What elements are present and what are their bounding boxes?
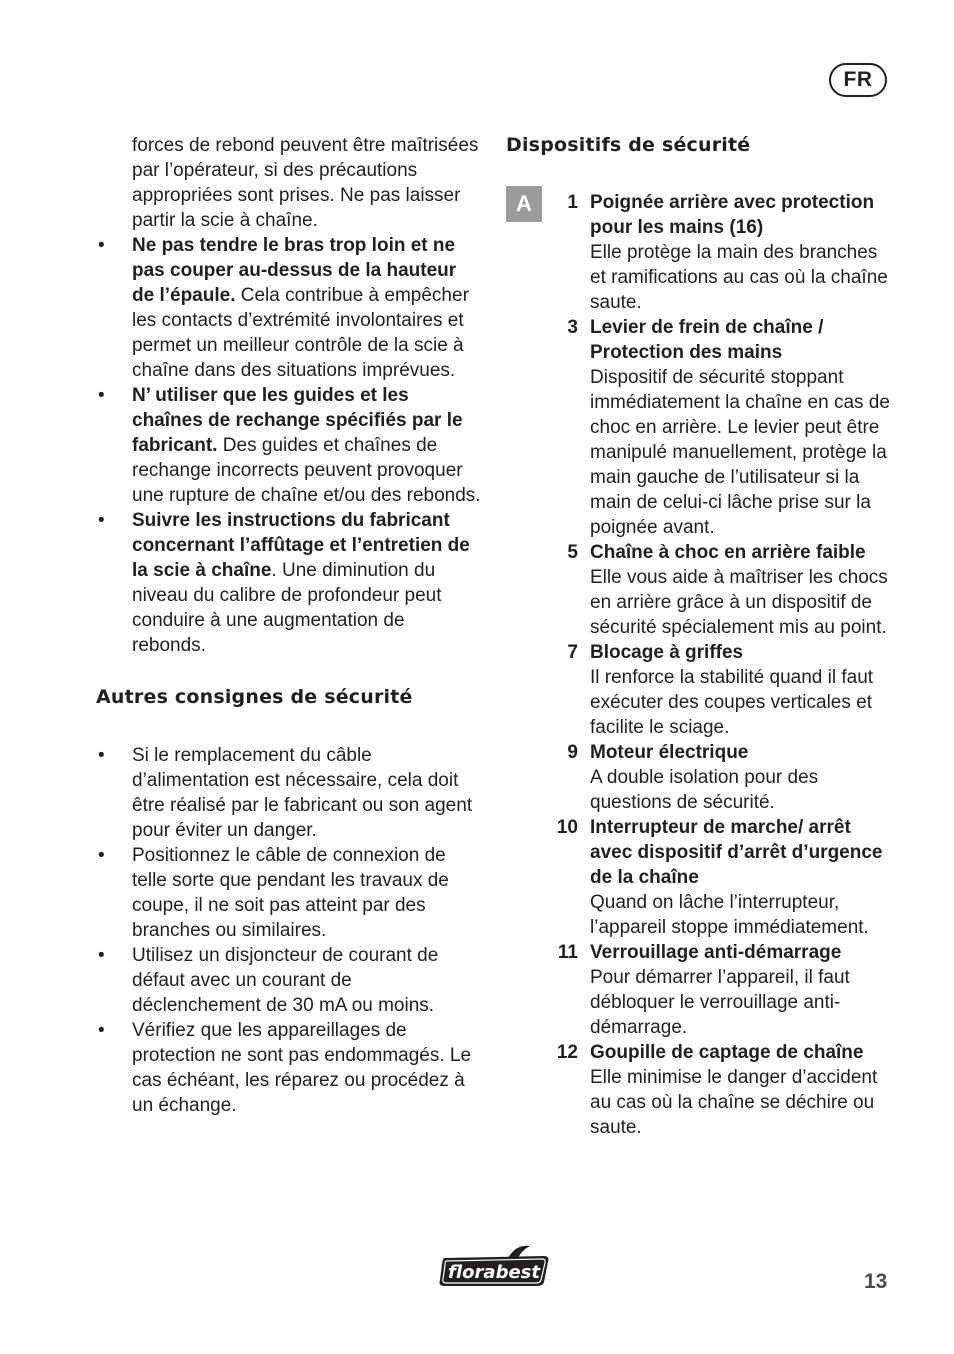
- device-list: [506, 190, 896, 1140]
- list-item: 1 Poignée arrière avec protection pour les mains (16) Elle protège la main des branches et ramifications au cas où la chaîne saute.: [567, 192, 888, 313]
- other-bullets: [96, 743, 482, 1118]
- list-item: 11 Verrouillage anti-démarrage Pour démarrer l’appareil, il faut débloquer le verrouillage anti-démarrage.: [557, 942, 850, 1038]
- logo-text: florabest: [448, 1262, 540, 1283]
- bullet-item: • Utilisez un disjoncteur de courant de défaut avec un courant de déclenchement de 30 mA ou moins.: [98, 945, 439, 1016]
- left-column: [96, 133, 482, 1118]
- florabest-logo: [438, 1244, 552, 1288]
- list-item: 3 Levier de frein de chaîne / Protection des mains Dispositif de sécurité stoppant immédiatement la chaîne en cas de choc en arrière. Le levier peut être manipulé manuellement, protège la main gauche de l’utilisateur si la main de celui-ci lâche prise sur la poignée avant.: [567, 317, 890, 538]
- list-item: 12 Goupille de captage de chaîne Elle minimise le danger d’accident au cas où la chaîne se déchire ou saute.: [556, 1042, 878, 1138]
- right-column: [506, 133, 896, 1140]
- bullet-item: • Positionnez le câble de connexion de telle sorte que pendant les travaux de coupe, il ne soit pas atteint par des branches ou similaires.: [98, 845, 449, 941]
- figure-a-badge: A: [506, 186, 542, 222]
- bullet-item: • Suivre les instructions du fabricant concernant l’affûtage et l’entretien de la scie à chaîne. Une diminution du niveau du calibre de profondeur peut conduire à une augmentation de rebonds.: [98, 510, 470, 656]
- bullet-item: • Vérifiez que les appareillages de protection ne sont pas endommagés. Le cas échéant, les réparez ou procédez à un échange.: [98, 1020, 472, 1116]
- bullet-item: • N’ utiliser que les guides et les chaînes de rechange spécifiés par le fabricant. Des guides et chaînes de rechange incorrects peuvent provoquer une rupture de chaîne et/ou des rebonds.: [98, 385, 481, 506]
- bullet-item: • Ne pas tendre le bras trop loin et ne pas couper au-dessus de la hauteur de l’épaule. Cela contribue à empêcher les contacts d’extrémité involontaires et permet un meilleur contrôle de la scie à chaîne dans des situations imprévues.: [98, 235, 469, 381]
- section-heading-devices: Dispositifs de sécurité: [506, 134, 751, 156]
- intro-paragraph: forces de rebond peuvent être maîtrisées par l’opérateur, si des précautions appropriées sont prises. Ne pas laisser partir la scie à chaîne.: [132, 135, 479, 231]
- bullet-item: • Si le remplacement du câble d’alimentation est nécessaire, cela doit être réalisé par le fabricant ou son agent pour éviter un danger.: [98, 745, 473, 841]
- list-item: 7 Blocage à griffes Il renforce la stabilité quand il faut exécuter des coupes verticales et facilite le sciage.: [567, 642, 874, 738]
- safety-bullets: [96, 233, 482, 658]
- page-number: 13: [864, 1270, 888, 1293]
- list-item: 9 Moteur électrique A double isolation pour des questions de sécurité.: [567, 742, 819, 813]
- list-item: 5 Chaîne à choc en arrière faible Elle vous aide à maîtriser les chocs en arrière grâce à un dispositif de sécurité spécialement mis au point.: [567, 542, 888, 638]
- list-item: 10 Interrupteur de marche/ arrêt avec dispositif d’arrêt d’urgence de la chaîne Quand on lâche l’interrupteur, l’appareil stoppe immédiatement.: [556, 817, 883, 938]
- language-badge: FR: [829, 63, 887, 97]
- section-heading-other: Autres consignes de sécurité: [96, 686, 413, 708]
